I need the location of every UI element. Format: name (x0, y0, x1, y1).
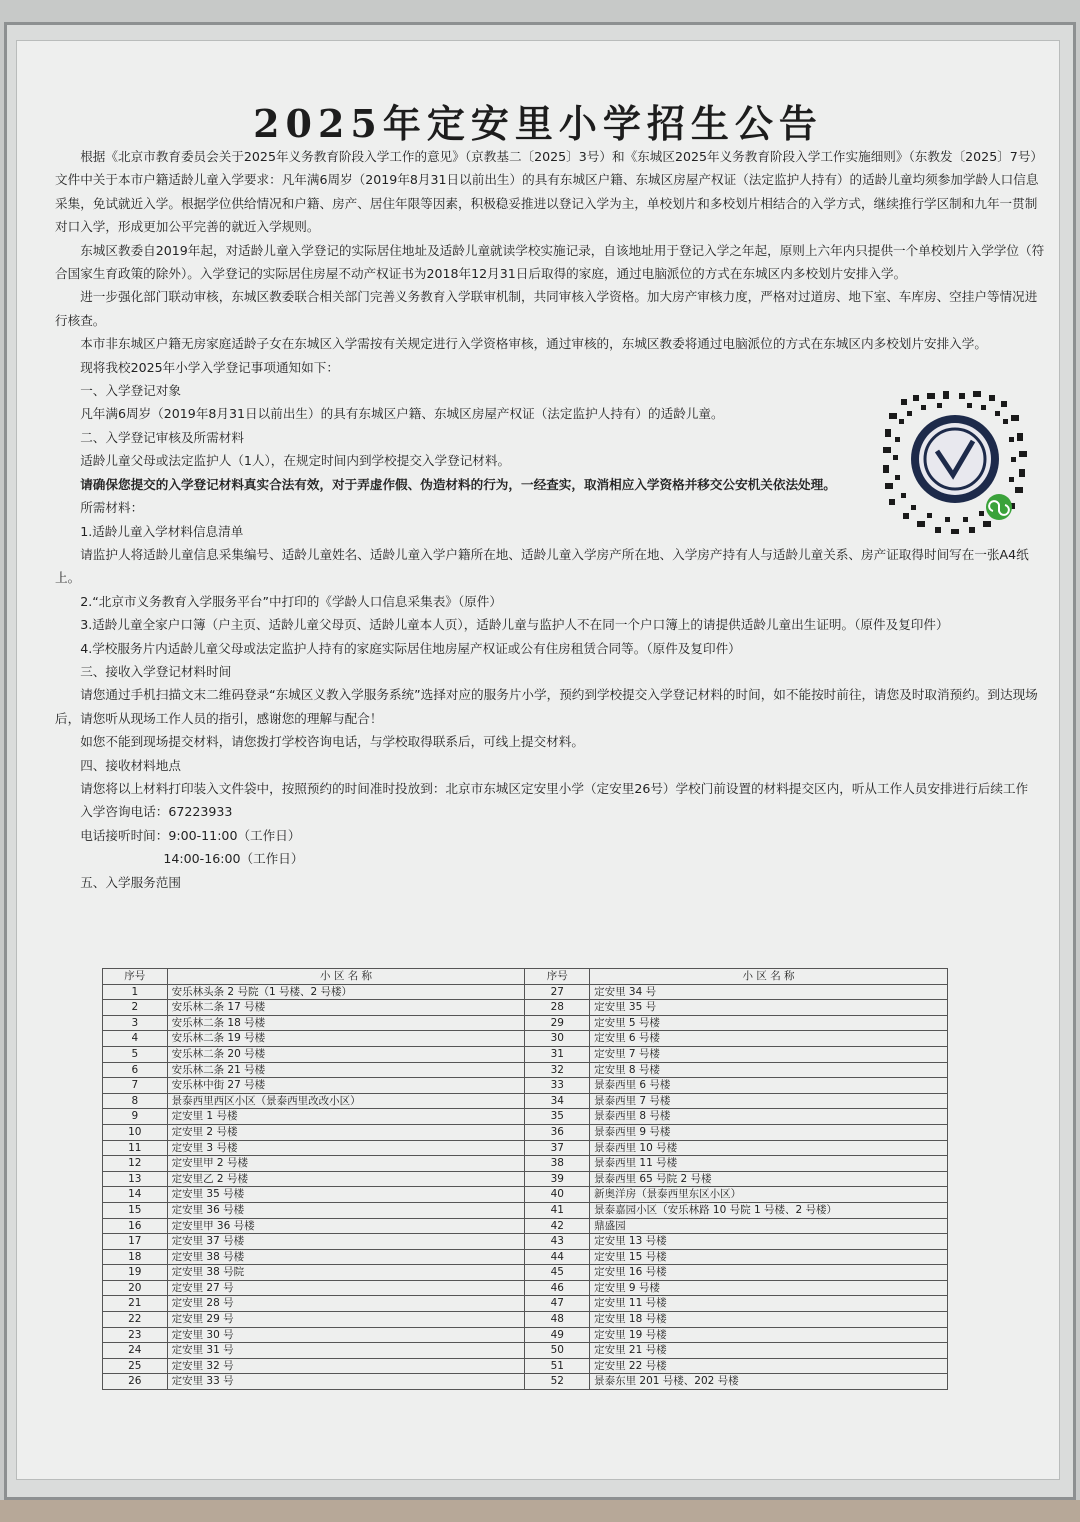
table-row (103, 1156, 948, 1172)
wechat-mini-program-icon (986, 494, 1012, 520)
row-number: 17 (103, 1234, 168, 1250)
community-name: 景泰西里 8 号楼 (590, 1109, 948, 1125)
row-number: 19 (103, 1265, 168, 1281)
row-number: 42 (525, 1218, 590, 1234)
community-name: 定安里 5 号楼 (590, 1015, 948, 1031)
row-number: 22 (103, 1312, 168, 1328)
community-name: 景泰嘉园小区（安乐林路 10 号院 1 号楼、2 号楼） (590, 1202, 948, 1218)
community-name: 定安里 33 号 (167, 1374, 525, 1390)
community-name: 景泰西里 7 号楼 (590, 1093, 948, 1109)
qr-code-icon[interactable] (881, 389, 1029, 535)
community-name: 定安里 35 号 (590, 1000, 948, 1016)
community-name: 定安里 34 号 (590, 984, 948, 1000)
community-name: 定安里 1 号楼 (167, 1109, 525, 1125)
community-name: 安乐林头条 2 号院（1 号楼、2 号楼） (167, 984, 525, 1000)
review-paragraph: 进一步强化部门联动审核，东城区教委联合相关部门完善义务教育入学联审机制，共同审核入学资格。加大房产审核力度，严格对过道房、地下室、车库房、空挂户等情况进行核查。 (55, 289, 1038, 328)
community-name: 定安里 38 号院 (167, 1265, 525, 1281)
floor-strip (0, 1500, 1080, 1522)
community-name: 定安里 13 号楼 (590, 1234, 948, 1250)
row-number: 15 (103, 1202, 168, 1218)
community-name: 定安里 7 号楼 (590, 1046, 948, 1062)
community-name: 定安里 19 号楼 (590, 1327, 948, 1343)
hours-line-1: 电话接听时间：9:00-11:00（工作日） (80, 827, 301, 843)
community-name: 定安里 31 号 (167, 1343, 525, 1359)
row-number: 14 (103, 1187, 168, 1203)
row-number: 49 (525, 1327, 590, 1343)
table-row (103, 1078, 948, 1094)
policy-paragraph: 东城区教委自2019年起，对适龄儿童入学登记的实际居住地址及适龄儿童就读学校实施记录，自该地址用于登记入学之年起，原则上六年内只提供一个单校划片入学学位（符合国家生育政策的除外）。入学登记的实际居住房屋不动产权证书为2018年12月31日后取得的家庭，通过电脑派位的方式在东城区内多校划片安排入学。 (55, 242, 1045, 282)
table-row (103, 1218, 948, 1234)
row-number: 7 (103, 1078, 168, 1094)
community-name: 定安里乙 2 号楼 (167, 1171, 525, 1187)
hours-line-2: 14:00-16:00（工作日） (163, 851, 304, 867)
row-number: 51 (525, 1358, 590, 1374)
community-name: 景泰东里 201 号楼、202 号楼 (590, 1374, 948, 1390)
community-name: 鼎盛园 (590, 1218, 948, 1234)
community-name: 定安里 36 号楼 (167, 1202, 525, 1218)
row-number: 29 (525, 1015, 590, 1031)
row-number: 43 (525, 1234, 590, 1250)
community-name: 定安里 2 号楼 (167, 1124, 525, 1140)
section-4-text: 请您将以上材料打印装入文件袋中，按照预约的时间准时投放到：北京市东城区定安里小学（定安里26号）学校门前设置的材料提交区内，听从工作人员安排进行后续工作 (80, 780, 1029, 796)
row-number: 9 (103, 1109, 168, 1125)
community-name: 定安里 27 号 (167, 1280, 525, 1296)
row-number: 2 (103, 1000, 168, 1016)
table-row (103, 1046, 948, 1062)
notice-title: 2025年定安里小学招生公告 (253, 101, 823, 146)
notice-lead: 现将我校2025年小学入学登记事项通知如下： (80, 359, 339, 375)
section-3-text-2: 如您不能到现场提交材料，请您拨打学校咨询电话，与学校取得联系后，可线上提交材料。 (80, 734, 584, 750)
row-number: 3 (103, 1015, 168, 1031)
row-number: 28 (525, 1000, 590, 1016)
community-name: 景泰西里 65 号院 2 号楼 (590, 1171, 948, 1187)
material-4: 4.学校服务片内适龄儿童父母或法定监护人持有的家庭实际居住地房屋产权证或公有住房租赁合同等。（原件及复印件） (80, 640, 741, 656)
row-number: 38 (525, 1156, 590, 1172)
community-name: 定安里 18 号楼 (590, 1312, 948, 1328)
row-number: 37 (525, 1140, 590, 1156)
row-number: 30 (525, 1031, 590, 1047)
row-number: 20 (103, 1280, 168, 1296)
community-name: 景泰西里 10 号楼 (590, 1140, 948, 1156)
materials-label: 所需材料： (80, 500, 144, 516)
row-number: 8 (103, 1093, 168, 1109)
row-number: 33 (525, 1078, 590, 1094)
community-name: 定安里甲 36 号楼 (167, 1218, 525, 1234)
table-row (103, 1000, 948, 1016)
table-row (103, 1093, 948, 1109)
section-2-text: 适龄儿童父母或法定监护人（1人），在规定时间内到学校提交入学登记材料。 (80, 453, 511, 469)
community-name: 定安里 15 号楼 (590, 1249, 948, 1265)
table-row (103, 1280, 948, 1296)
community-name: 安乐林中街 27 号楼 (167, 1078, 525, 1094)
row-number: 4 (103, 1031, 168, 1047)
section-2-title: 二、入学登记审核及所需材料 (80, 429, 244, 445)
row-number: 48 (525, 1312, 590, 1328)
row-number: 21 (103, 1296, 168, 1312)
row-number: 18 (103, 1249, 168, 1265)
community-name: 定安里甲 2 号楼 (167, 1156, 525, 1172)
community-name: 定安里 35 号楼 (167, 1187, 525, 1203)
col-header-no: 序号 (103, 969, 168, 985)
col-header-name: 小 区 名 称 (167, 969, 525, 985)
table-header-row (103, 969, 948, 985)
table-row (103, 1109, 948, 1125)
community-name: 定安里 38 号楼 (167, 1249, 525, 1265)
community-name: 定安里 30 号 (167, 1327, 525, 1343)
row-number: 26 (103, 1374, 168, 1390)
community-name: 定安里 11 号楼 (590, 1296, 948, 1312)
table-row (103, 1265, 948, 1281)
table-row (103, 1327, 948, 1343)
table-row (103, 1015, 948, 1031)
section-4-title: 四、接收材料地点 (80, 757, 181, 773)
community-name: 安乐林二条 21 号楼 (167, 1062, 525, 1078)
row-number: 44 (525, 1249, 590, 1265)
table-row (103, 1234, 948, 1250)
row-number: 52 (525, 1374, 590, 1390)
community-name: 安乐林二条 19 号楼 (167, 1031, 525, 1047)
section-5-title: 五、入学服务范围 (80, 874, 181, 890)
table-row (103, 1249, 948, 1265)
col-header-name: 小 区 名 称 (590, 969, 948, 985)
table-row (103, 1031, 948, 1047)
material-1-text: 请监护人将适龄儿童信息采集编号、适龄儿童姓名、适龄儿童入学户籍所在地、适龄儿童入学房产所在地、入学房产持有人与适龄儿童关系、房产证取得时间写在一张A4纸上。 (55, 546, 1029, 586)
row-number: 11 (103, 1140, 168, 1156)
row-number: 47 (525, 1296, 590, 1312)
material-2: 2.“北京市义务教育入学服务平台”中打印的《学龄人口信息采集表》（原件） (80, 593, 502, 609)
community-name: 定安里 16 号楼 (590, 1265, 948, 1281)
row-number: 45 (525, 1265, 590, 1281)
community-name: 景泰西里 6 号楼 (590, 1078, 948, 1094)
row-number: 41 (525, 1202, 590, 1218)
row-number: 24 (103, 1343, 168, 1359)
row-number: 50 (525, 1343, 590, 1359)
row-number: 13 (103, 1171, 168, 1187)
community-name: 定安里 28 号 (167, 1296, 525, 1312)
community-name: 景泰西里 11 号楼 (590, 1156, 948, 1172)
table-row (103, 1140, 948, 1156)
community-name: 安乐林二条 18 号楼 (167, 1015, 525, 1031)
community-name: 定安里 21 号楼 (590, 1343, 948, 1359)
material-3: 3.适龄儿童全家户口簿（户主页、适龄儿童父母页、适龄儿童本人页），适龄儿童与监护人不在同一个户口簿上的请提供适龄儿童出生证明。（原件及复印件） (80, 617, 949, 633)
table-row (103, 984, 948, 1000)
row-number: 6 (103, 1062, 168, 1078)
phone-line: 入学咨询电话：67223933 (80, 804, 233, 820)
material-1-title: 1.适龄儿童入学材料信息清单 (80, 523, 244, 539)
community-name: 定安里 8 号楼 (590, 1062, 948, 1078)
non-resident-paragraph: 本市非东城区户籍无房家庭适龄子女在东城区入学需按有关规定进行入学资格审核，通过审核的，东城区教委将通过电脑派位的方式在东城区内多校划片安排入学。 (80, 336, 987, 352)
row-number: 40 (525, 1187, 590, 1203)
community-name: 定安里 29 号 (167, 1312, 525, 1328)
section-1-title: 一、入学登记对象 (80, 383, 181, 399)
table-row (103, 1296, 948, 1312)
row-number: 35 (525, 1109, 590, 1125)
table-row (103, 1062, 948, 1078)
section-1-text: 凡年满6周岁（2019年8月31日以前出生）的具有东城区户籍、东城区房屋产权证（法定监护人持有）的适龄儿童。 (80, 406, 724, 422)
table-row (103, 1343, 948, 1359)
community-name: 新奥洋房（景泰西里东区小区） (590, 1187, 948, 1203)
row-number: 23 (103, 1327, 168, 1343)
row-number: 5 (103, 1046, 168, 1062)
row-number: 10 (103, 1124, 168, 1140)
section-3-title: 三、接收入学登记材料时间 (80, 663, 232, 679)
community-name: 定安里 37 号楼 (167, 1234, 525, 1250)
section-2-warning: 请确保您提交的入学登记材料真实合法有效，对于弄虚作假、伪造材料的行为，一经查实，取消相应入学资格并移交公安机关依法处理。 (80, 476, 836, 492)
community-name: 景泰西里 9 号楼 (590, 1124, 948, 1140)
community-name: 安乐林二条 20 号楼 (167, 1046, 525, 1062)
community-name: 定安里 9 号楼 (590, 1280, 948, 1296)
community-name: 定安里 6 号楼 (590, 1031, 948, 1047)
row-number: 31 (525, 1046, 590, 1062)
community-name: 景泰西里西区小区（景泰西里改改小区） (167, 1093, 525, 1109)
row-number: 16 (103, 1218, 168, 1234)
table-row (103, 1358, 948, 1374)
section-3-text: 请您通过手机扫描文末二维码登录“东城区义教入学服务系统”选择对应的服务片小学，预约到学校提交入学登记材料的时间，如不能按时前往，请您及时取消预约。到达现场后，请您听从现场工作人员的指引，感谢您的理解与配合！ (55, 687, 1038, 726)
service-range-table (102, 968, 948, 1390)
row-number: 12 (103, 1156, 168, 1172)
col-header-no: 序号 (525, 969, 590, 985)
community-name: 定安里 22 号楼 (590, 1358, 948, 1374)
community-name: 定安里 32 号 (167, 1358, 525, 1374)
community-name: 定安里 3 号楼 (167, 1140, 525, 1156)
intro-paragraph: 根据《北京市教育委员会关于2025年义务教育阶段入学工作的意见》（京教基二〔2025〕3号）和《东城区2025年义务教育阶段入学工作实施细则》（东教发〔2025〕7号）文件中关于本市户籍适龄儿童入学要求：凡年满6周岁（2019年8月31日以前出生）的具有东城区户籍、东城区房屋产权证（法定监护人持有）的适龄儿童均须参加学龄人口信息采集，免试就近入学。根据学位供给情况和户籍、房产、居住年限等因素，积极稳妥推进以登记入学为主，单校划片和多校划片相结合的入学方式，继续推行学区制和九年一贯制对口入学，形成更加公平完善的就近入学规则。 (55, 149, 1044, 235)
row-number: 1 (103, 984, 168, 1000)
table-row (103, 1171, 948, 1187)
row-number: 39 (525, 1171, 590, 1187)
table-row (103, 1187, 948, 1203)
row-number: 27 (525, 984, 590, 1000)
table-row (103, 1374, 948, 1390)
community-name: 安乐林二条 17 号楼 (167, 1000, 525, 1016)
row-number: 25 (103, 1358, 168, 1374)
row-number: 46 (525, 1280, 590, 1296)
row-number: 36 (525, 1124, 590, 1140)
table-row (103, 1124, 948, 1140)
row-number: 34 (525, 1093, 590, 1109)
table-row (103, 1312, 948, 1328)
row-number: 32 (525, 1062, 590, 1078)
table-row (103, 1202, 948, 1218)
